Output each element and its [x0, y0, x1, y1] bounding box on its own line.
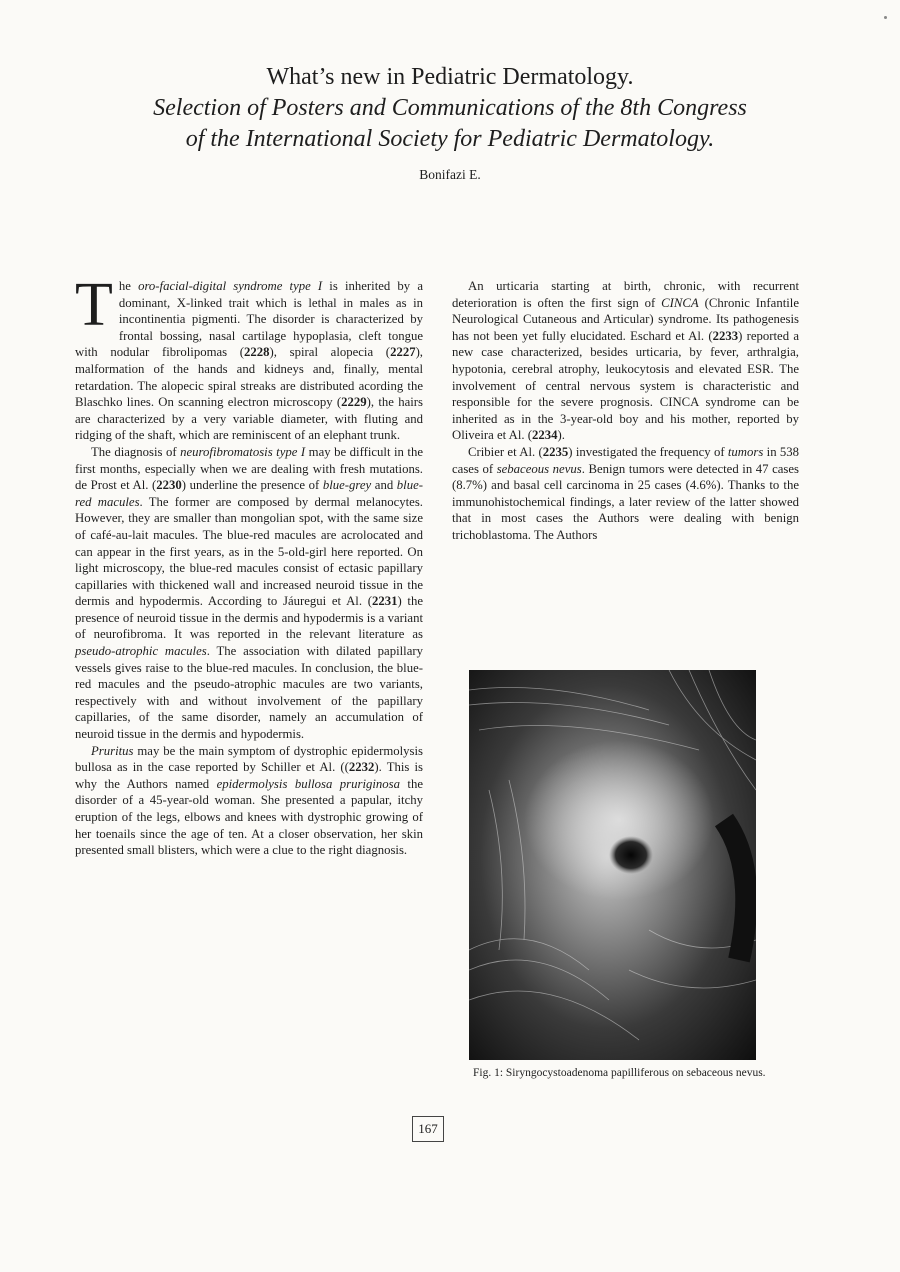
title-line-2: Selection of Posters and Communications of the 8th Congress	[153, 95, 747, 121]
lesion	[609, 836, 653, 874]
text-span: . The association with dilated papillary vessels gives raise to the blue-red macules. In conclusion, the blue-red macules and the pseudo-atrophic macules are two variants, respectively with and without involvement of the papillary capillaries, of the same disorder, namely an accumulation of neuroid tissue in the dermis and hypodermis.	[75, 644, 423, 742]
bald-patch	[524, 740, 714, 900]
paragraph-cinca	[452, 278, 799, 444]
left-column	[75, 271, 424, 859]
text-span: may be difficult in the first months, especially when we are dealing with fresh mutations. de Prost et Al. (	[75, 444, 423, 493]
text-span: An urticaria starting at birth, chronic, with recurrent deterioration is often the first sign of	[452, 279, 799, 310]
text-span: is inherited by a dominant, X-linked trait which is lethal in males as in incontinentia pigmenti. The disorder is characterized by frontal bossing, nasal cartilage hypoplasia, cleft tongue with nodular fibrolipomas (	[75, 279, 423, 360]
title-line-3: of the International Society for Pediatric Dermatology.	[185, 126, 715, 152]
text-span: ) underline the presence of	[181, 478, 323, 493]
text-span: in 538 cases of	[452, 444, 800, 476]
drop-cap: T	[75, 271, 113, 339]
text-span: and	[371, 478, 397, 493]
page-number: 167	[412, 1116, 444, 1142]
text-span: may be the main symptom of dystrophic epidermolysis bullosa as in the case reported by Schiller et Al. ((	[75, 743, 423, 775]
italic-term: pseudo-atrophic macules	[75, 644, 207, 659]
scan-speck	[884, 16, 887, 19]
italic-term: neurofibromatosis type I	[180, 444, 306, 459]
text-span: ). This is why the Authors named	[75, 760, 424, 791]
text-span: he	[118, 279, 139, 293]
reference-number: 2232	[348, 760, 375, 775]
scalp-photo-image	[469, 670, 756, 1060]
text-span: the disorder of a 45-year-old woman. She presented a papular, itchy eruption of the legs, elbows and knees with dystrophic growing of her toenails since the age of ten. At a closer observation, her skin presented small blisters, which were a clue to the right diagnosis.	[75, 776, 424, 858]
reference-number: 2231	[371, 594, 398, 609]
text-span: ), the hairs are characterized by a very variable diameter, with fluting and ridging of the shaft, which are reminiscent of an elephant trunk.	[75, 395, 423, 443]
paragraph-pruritus	[75, 743, 423, 859]
reference-number: 2234	[532, 428, 558, 443]
reference-number: 2227	[390, 345, 416, 360]
italic-term: blue-red macules	[75, 478, 423, 509]
reference-number: 2235	[542, 444, 569, 459]
title-line-1: What’s new in Pediatric Dermatology.	[266, 64, 634, 90]
text-span: ) the presence of neuroid tissue in the dermis and hypodermis is a variant of neurofibroma. It was reported in the relevant literature as	[75, 594, 424, 642]
reference-number: 2229	[341, 395, 367, 410]
text-span: . Benign tumors were detected in 47 cases (8.7%) and basal cell carcinoma in 25 cases (4.6%). Thanks to the immunohistochemical findings, a later review of the latter showed that in most cases the Authors were dealing with benign trichoblastoma. The Authors	[452, 461, 799, 542]
italic-term: tumors	[727, 444, 764, 459]
figure-photo	[469, 670, 756, 1060]
italic-term: Pruritus	[91, 743, 134, 758]
italic-term: blue-grey	[322, 478, 372, 493]
text-span: ).	[557, 428, 565, 443]
reference-number: 2228	[244, 345, 270, 360]
italic-term: epidermolysis bullosa pruriginosa	[216, 776, 401, 791]
article-header	[60, 62, 840, 183]
text-span: ), spiral alopecia (	[269, 345, 391, 360]
paragraph-ofd	[75, 271, 423, 444]
text-span: . The former are composed by dermal melanocytes. However, they are smaller than mongolian spot, with the same size of café-au-lait macules. The blue-red macules are acrolocated and can appear in the first years, as in the 5-old-girl here reported. On light microscopy, the blue-red macules consist of ectasic papillary capillaries with thickened wall and increased neuroid tissue in the dermis and hypodermis. According to Jáuregui et Al. (	[75, 494, 423, 609]
right-column	[452, 278, 799, 544]
text-span: ), malformation of the hands and kidneys and, finally, mental retardation. The alopecic spiral streaks are distributed acording the Blaschko lines. On scanning electron microscopy (	[75, 345, 423, 410]
figure-caption: Fig. 1: Siryngocystoadenoma papilliferous on sebaceous nevus.	[473, 1067, 766, 1079]
text-span: The diagnosis of	[91, 444, 181, 459]
text-span: (Chronic Infantile Neurological Cutaneous and Articular) syndrome. Its pathogenesis has not been yet fully elucidated. Eschard et Al. (	[452, 295, 799, 343]
reference-number: 2230	[156, 478, 182, 493]
italic-term: oro-facial-digital syndrome type I	[138, 279, 323, 293]
paragraph-tumors	[452, 444, 799, 544]
ear-edge	[724, 820, 746, 960]
author-name: Bonifazi E.	[419, 167, 481, 182]
text-span: ) reported a new case characterized, besides urticaria, by fever, arthralgia, hypotonia, cerebral atrophy, leukocytosis and elevated ESR. The involvement of central nervous system is characteristic and responsible for the severe prognosis. CINCA syndrome can be inherited as in the 3-year-old boy and his mother, reported by Oliveira et Al. (	[452, 328, 799, 443]
reference-number: 2233	[712, 328, 739, 343]
italic-term: CINCA	[661, 295, 699, 310]
italic-term: sebaceous nevus	[496, 461, 582, 476]
text-span: Cribier et Al. (	[468, 444, 543, 459]
text-span: ) investigated the frequency of	[568, 444, 728, 459]
paragraph-nf1	[75, 444, 423, 743]
